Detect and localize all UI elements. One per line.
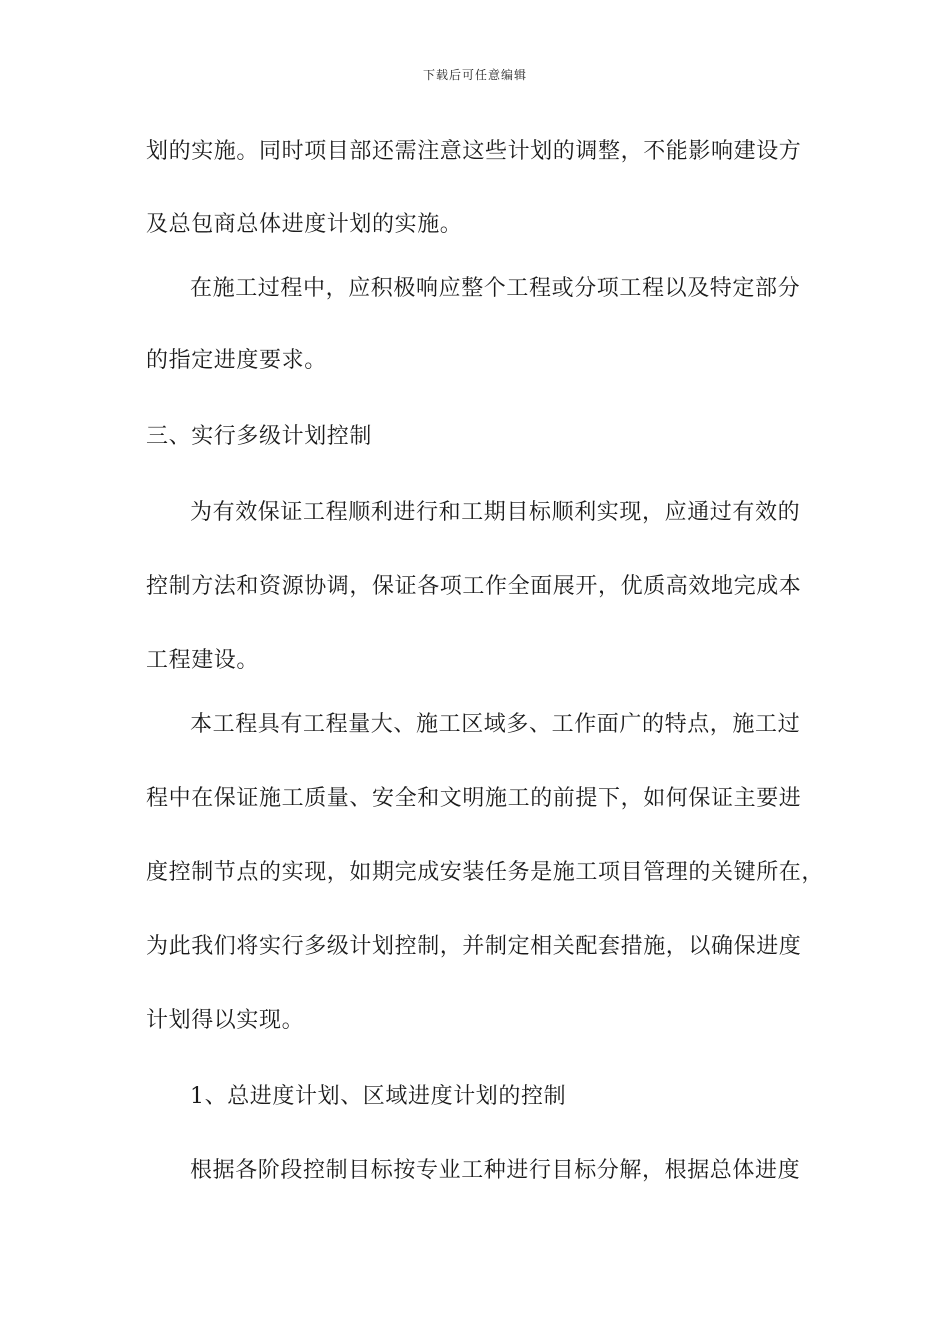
text-line: 计划得以实现。 bbox=[146, 1008, 305, 1033]
text-line: 度控制节点的实现，如期完成安装任务是施工项目管理的关键所在， bbox=[146, 860, 825, 885]
subsection-heading: 1、总进度计划、区域进度计划的控制 bbox=[190, 1084, 567, 1109]
paragraph-start: 为有效保证工程顺利进行和工期目标顺利实现，应通过有效的 bbox=[190, 500, 801, 525]
text-line: 及总包商总体进度计划的实施。 bbox=[146, 212, 463, 237]
text-line: 工程建设。 bbox=[146, 648, 260, 673]
text-line: 的指定进度要求。 bbox=[146, 348, 327, 373]
section-heading: 三、实行多级计划控制 bbox=[146, 424, 373, 449]
paragraph-start: 在施工过程中，应积极响应整个工程或分项工程以及特定部分 bbox=[190, 276, 801, 301]
text-line: 程中在保证施工质量、安全和文明施工的前提下，如何保证主要进 bbox=[146, 786, 802, 811]
text-line: 划的实施。同时项目部还需注意这些计划的调整，不能影响建设方 bbox=[146, 139, 802, 164]
page-header: 下载后可任意编辑 bbox=[422, 68, 527, 82]
paragraph-start: 本工程具有工程量大、施工区域多、工作面广的特点，施工过 bbox=[190, 712, 801, 737]
text-line: 控制方法和资源协调，保证各项工作全面展开，优质高效地完成本 bbox=[146, 574, 802, 599]
paragraph-start: 根据各阶段控制目标按专业工种进行目标分解，根据总体进度 bbox=[190, 1158, 801, 1183]
text-line: 为此我们将实行多级计划控制，并制定相关配套措施，以确保进度 bbox=[146, 934, 802, 959]
